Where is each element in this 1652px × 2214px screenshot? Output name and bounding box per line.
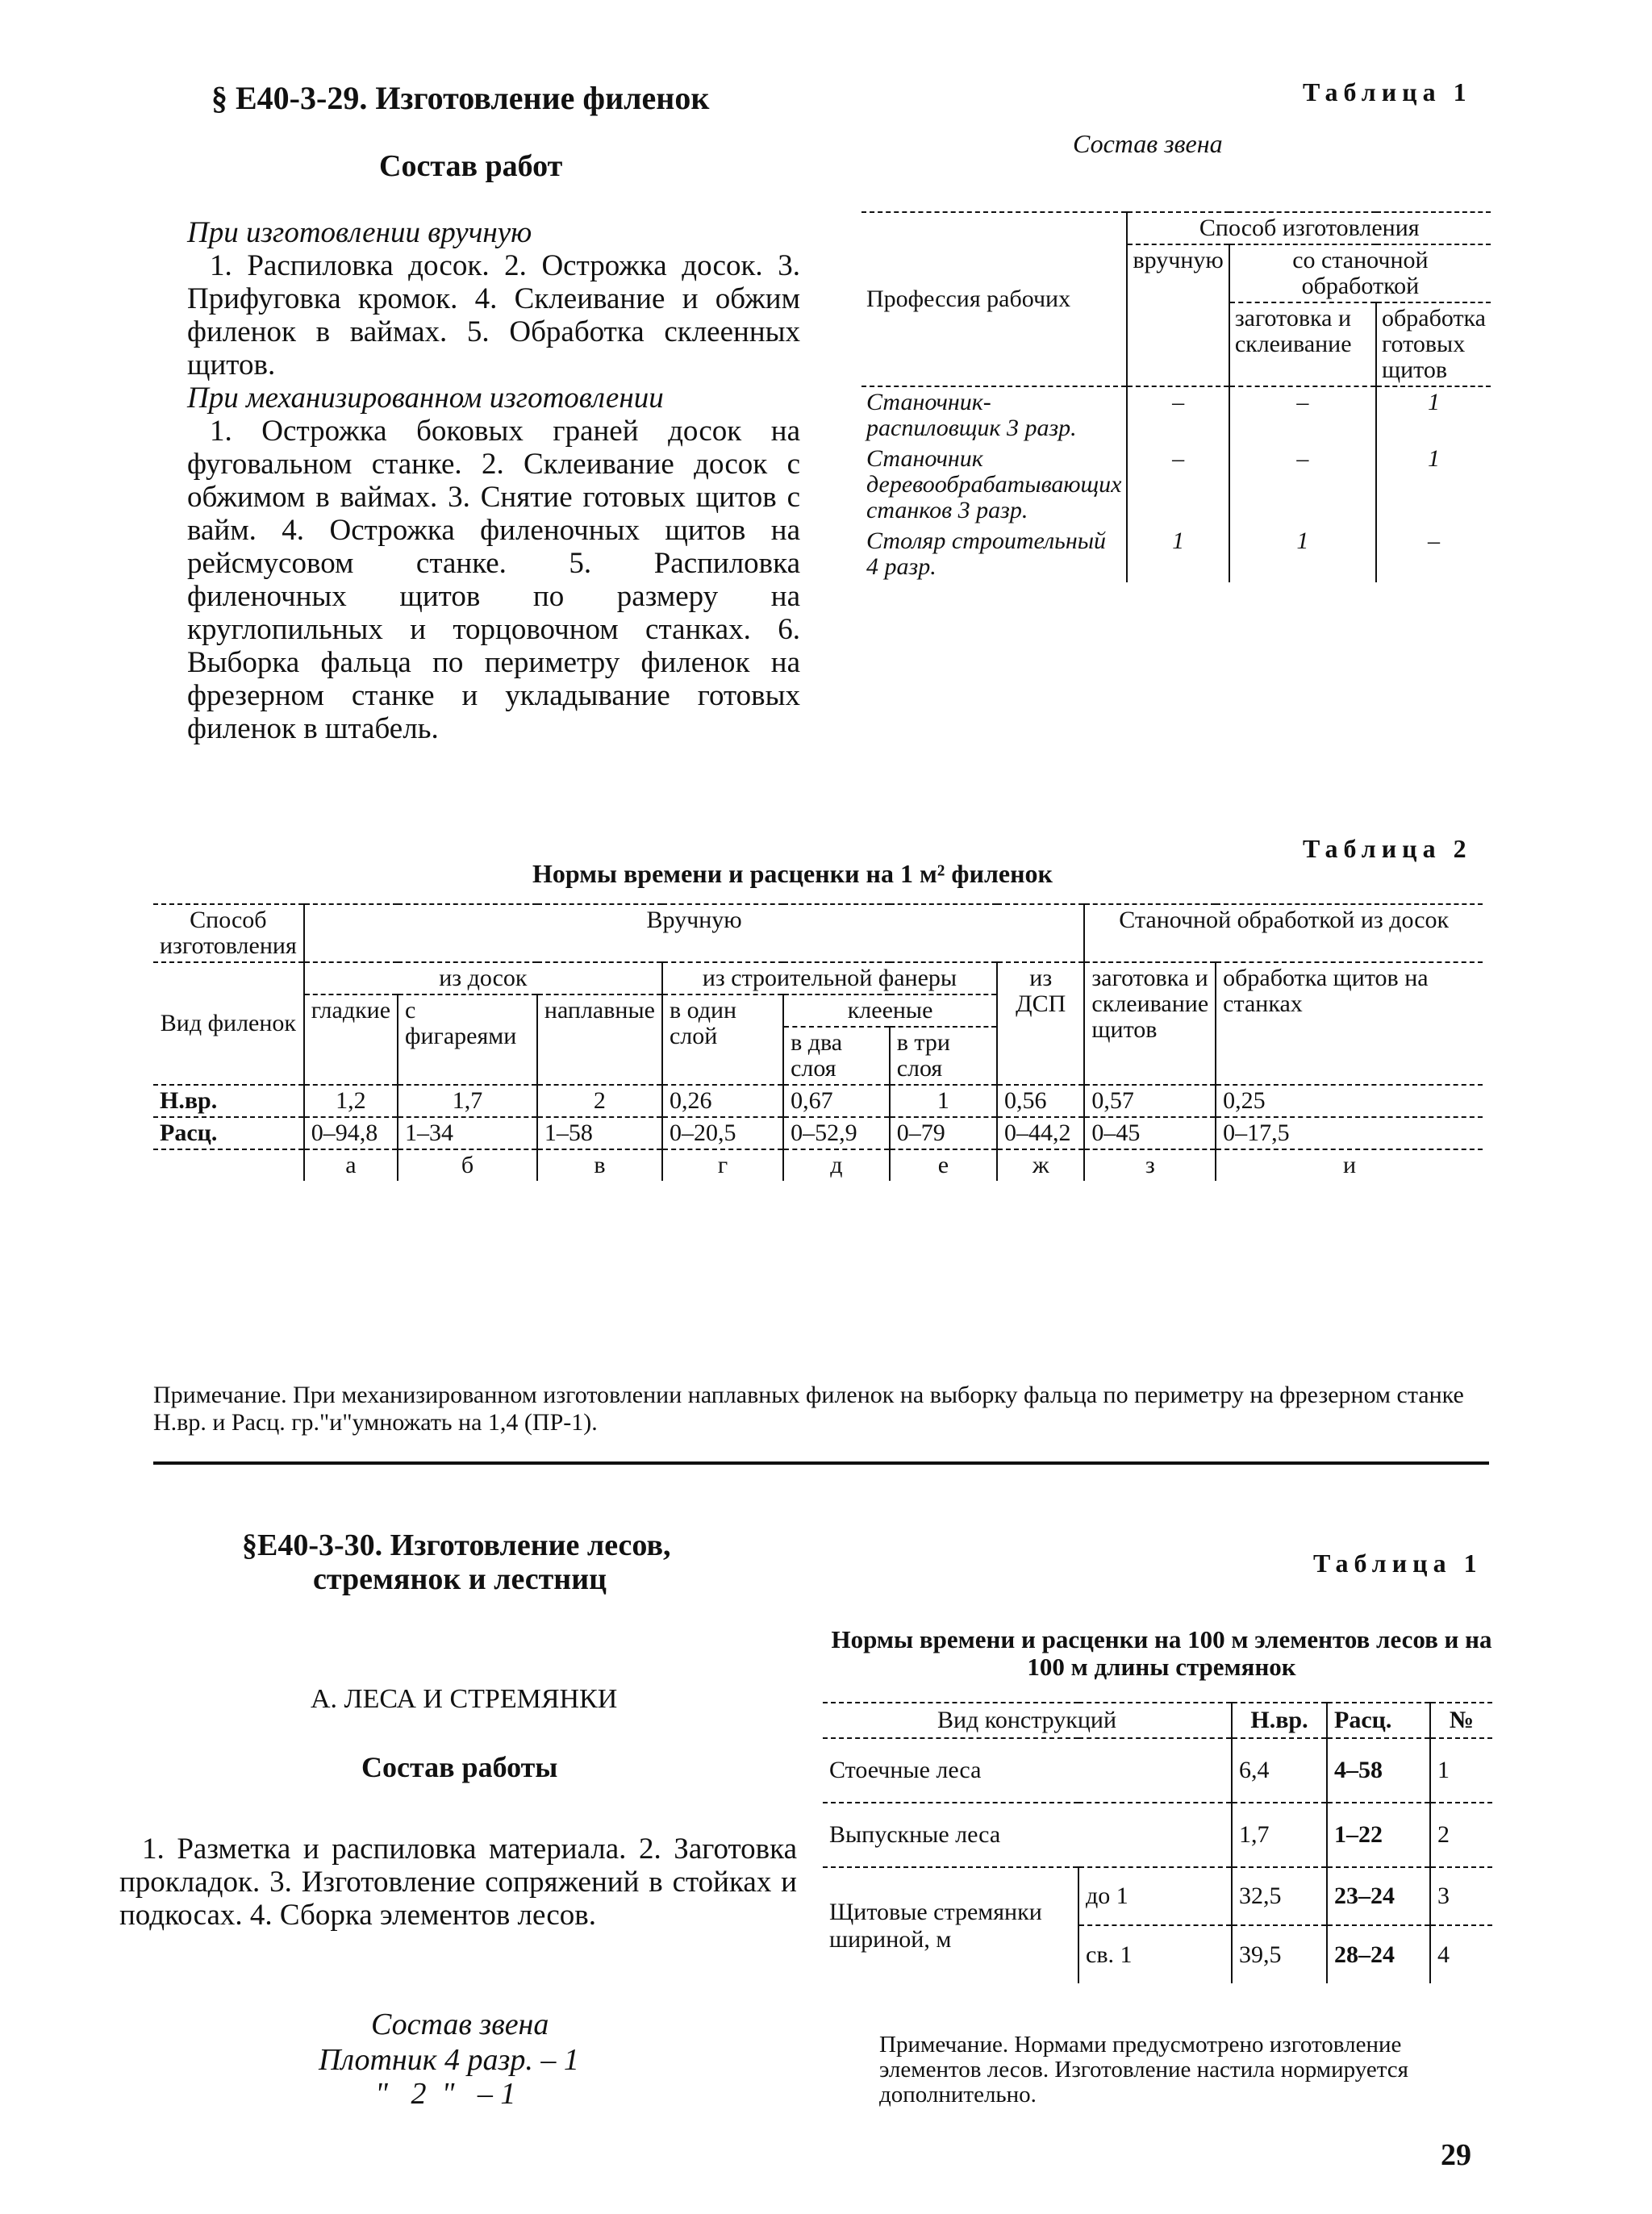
cell: –	[1127, 386, 1229, 444]
section-title	[242, 1528, 670, 1596]
cell: 0–45	[1084, 1117, 1216, 1149]
cell: 1,7	[398, 1085, 537, 1117]
cell: 0–94,8	[304, 1117, 398, 1149]
section-body	[187, 216, 800, 745]
cell: 1	[890, 1085, 997, 1117]
h-method: Способ изготовления	[153, 904, 304, 962]
work-heading: Состав работы	[361, 1751, 558, 1783]
h-two-layer: в два слоя	[783, 1027, 890, 1085]
crew-table	[861, 211, 1491, 582]
table-caption: Состав звена	[1073, 129, 1223, 158]
scaffold-table	[823, 1702, 1492, 1983]
cell: –	[1127, 444, 1229, 526]
col-header-finish: обработка готовых щитов	[1376, 302, 1491, 386]
cell: 1	[1229, 526, 1376, 582]
table-label: Таблица 1	[1313, 1549, 1483, 1578]
h-type: Вид филенок	[153, 962, 304, 1085]
cell: до 1	[1078, 1867, 1232, 1925]
crew-line: " 2 " – 1	[375, 2077, 516, 2111]
section-title: § Е40-3-29. Изготовление филенок	[211, 80, 710, 116]
section-subtitle: Состав работ	[379, 149, 563, 183]
table-caption: Нормы времени и расценки на 100 м элементов лесов и на 100 м длины стремянок	[831, 1625, 1492, 1681]
work-text: 1. Разметка и распиловка материала. 2. Заготовка прокладок. 3. Изготовление сопряжений в стойках и подкосах. 4. Сборка элементов лесов.	[119, 1832, 797, 1932]
cell: 1	[1127, 526, 1229, 582]
column-letter: е	[890, 1149, 997, 1181]
cell: 0–20,5	[662, 1117, 783, 1149]
cell: 4–58	[1327, 1738, 1430, 1803]
column-letter: и	[1343, 1152, 1357, 1178]
column-letter: з	[1084, 1149, 1216, 1181]
mech-text: 1. Острожка боковых граней досок на фуговальном станке. 2. Склеивание досок с обжимом в ваймах. 3. Снятие готовых щитов с вайм. 4. Острожка филеночных щитов на рейсмусовом станке. 5. Распиловка филеночных щитов по размеру на круглопильных и торцовочном станках. 6. Выборка фальца по периметру филенок на фрезерном станке и укладывание готовых филенок в штабель.	[187, 415, 800, 745]
table-caption: Нормы времени и расценки на 1 м² филенок	[532, 859, 1053, 888]
column-letter: в	[537, 1149, 662, 1181]
section-title-line: стремянок и лестниц	[313, 1562, 607, 1596]
h-machine: Станочной обработкой из досок	[1084, 904, 1483, 962]
row-label: Расц.	[153, 1117, 304, 1149]
manual-text: 1. Распиловка досок. 2. Острожка досок. 3. Прифуговка кромок. 4. Склеивание и обжим филенок в ваймах. 5. Обработка склеенных щитов.	[187, 249, 800, 382]
crew-line: Плотник 4 разр. – 1	[319, 2043, 579, 2077]
col-header-machine: со станочной обработкой	[1229, 244, 1491, 302]
cell: 1,7	[1232, 1803, 1327, 1867]
h-overlay: наплавные	[537, 994, 662, 1085]
col-header-profession: Профессия рабочих	[861, 212, 1127, 386]
col-header-method: Способ изготовления	[1127, 212, 1491, 244]
cell: 1–34	[398, 1117, 537, 1149]
norms-table	[153, 903, 1483, 1181]
h-prep: заготовка и склеивание щитов	[1084, 962, 1216, 1085]
cell: 28–24	[1327, 1925, 1430, 1983]
cell: 1	[1430, 1738, 1492, 1803]
cell: 1–22	[1327, 1803, 1430, 1867]
h-figured: с фигареями	[398, 994, 537, 1085]
cell: –	[1229, 444, 1376, 526]
cell: 0,57	[1084, 1085, 1216, 1117]
h-dsp: из ДСП	[997, 962, 1084, 1085]
h-glued: клееные	[783, 994, 997, 1027]
table-row	[861, 386, 1491, 444]
cell: 0,26	[662, 1085, 783, 1117]
column-letter: а	[304, 1149, 398, 1181]
cell: 0–52,9	[783, 1117, 890, 1149]
cell: 39,5	[1232, 1925, 1327, 1983]
table-row	[153, 1117, 1483, 1149]
cell: 0,67	[783, 1085, 890, 1117]
table-row	[823, 1867, 1492, 1925]
table-row	[823, 1738, 1492, 1803]
table-note: Примечание. При механизированном изготовлении наплавных филенок на выборку фальца по периметру на фрезерном станке Н.вр. и Расц. гр."и"умножать на 1,4 (ПР-1).	[153, 1382, 1464, 1436]
h-plywood: из строительной фанеры	[662, 962, 997, 994]
col-header-manual: вручную	[1127, 244, 1229, 386]
row-name: Стоечные леса	[823, 1738, 1232, 1803]
table-label: Таблица 2	[1303, 834, 1472, 863]
cell: 6,4	[1232, 1738, 1327, 1803]
mech-heading: При механизированном изготовлении	[187, 382, 664, 415]
cell: св. 1	[1078, 1925, 1232, 1983]
cell: 0,56	[997, 1085, 1084, 1117]
column-letter: г	[662, 1149, 783, 1181]
h-smooth: гладкие	[304, 994, 398, 1085]
cell: 1,2	[304, 1085, 398, 1117]
table-note: Примечание. Нормами предусмотрено изготовление элементов лесов. Изготовление настила нормируется дополнительно.	[879, 2032, 1409, 2108]
table-label: Таблица 1	[1303, 77, 1472, 106]
h-finish: обработка щитов на станках	[1216, 962, 1483, 1085]
column-letter: д	[783, 1149, 890, 1181]
row-name: Столяр строительный 4 разр.	[861, 526, 1127, 582]
row-name: Станочник-распиловщик 3 разр.	[861, 386, 1127, 444]
cell: 32,5	[1232, 1867, 1327, 1925]
section-title-line: §Е40-3-30. Изготовление лесов,	[242, 1528, 671, 1562]
h-boards: из досок	[304, 962, 662, 994]
cell: 1	[1428, 389, 1440, 415]
cell: 0–17,5	[1216, 1117, 1483, 1149]
cell: 4	[1437, 1941, 1450, 1968]
cell: 0,25	[1216, 1085, 1483, 1117]
h-nvr: Н.вр.	[1232, 1703, 1327, 1738]
column-letter: б	[398, 1149, 537, 1181]
subsection-heading: А. ЛЕСА И СТРЕМЯНКИ	[311, 1684, 618, 1714]
cell: 23–24	[1327, 1867, 1430, 1925]
table-row	[861, 444, 1491, 526]
h-rasc: Расц.	[1327, 1703, 1430, 1738]
row-label: Н.вр.	[153, 1085, 304, 1117]
row-name: Выпускные леса	[823, 1803, 1232, 1867]
h-no: №	[1430, 1703, 1492, 1738]
cell: 3	[1430, 1867, 1492, 1925]
cell: 0–44,2	[997, 1117, 1084, 1149]
column-letter: ж	[997, 1149, 1084, 1181]
cell: 0–79	[890, 1117, 997, 1149]
row-name: Станочник деревообрабатывающих станков 3 разр.	[861, 444, 1127, 526]
h-three-layer: в три слоя	[890, 1027, 997, 1085]
crew-title: Состав звена	[371, 2008, 549, 2041]
manual-heading: При изготовлении вручную	[187, 216, 532, 249]
row-name: Щитовые стремянки шириной, м	[823, 1867, 1078, 1983]
table-row	[153, 1085, 1483, 1117]
h-manual: Вручную	[304, 904, 1085, 962]
cell: 1–58	[537, 1117, 662, 1149]
page-number: 29	[1441, 2138, 1471, 2172]
section-divider	[153, 1461, 1489, 1465]
cell: 2	[537, 1085, 662, 1117]
cell: –	[1428, 527, 1440, 554]
table-row	[153, 1149, 1483, 1181]
cell: 1	[1428, 445, 1440, 472]
h-one-layer: в один слой	[662, 994, 783, 1085]
table-row	[861, 526, 1491, 582]
table-row	[823, 1803, 1492, 1867]
col-header-prep: заготовка и склеивание	[1229, 302, 1376, 386]
cell: 2	[1430, 1803, 1492, 1867]
cell: –	[1229, 386, 1376, 444]
h-type: Вид конструкций	[823, 1703, 1232, 1738]
